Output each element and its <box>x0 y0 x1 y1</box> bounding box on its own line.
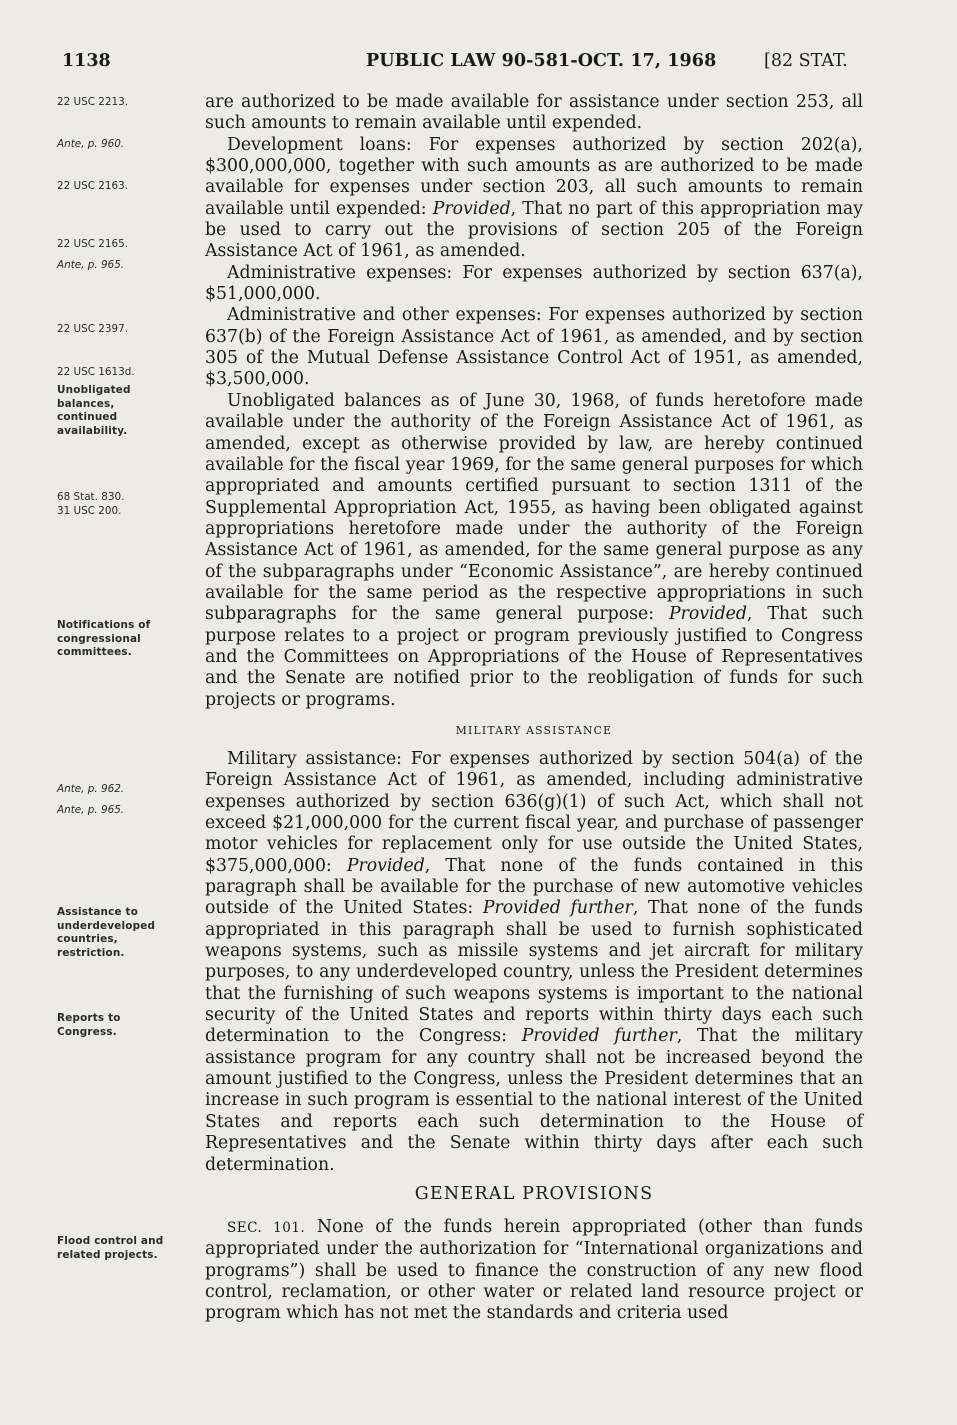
margin-note: Ante, p. 965. <box>57 259 125 271</box>
margin-note: 22 USC 2165. <box>57 238 129 250</box>
page-number: 1138 <box>62 51 111 71</box>
margin-note: 68 Stat. 830. <box>57 491 125 503</box>
main-text <box>205 92 863 1325</box>
margin-note: 22 USC 2163. <box>57 180 129 192</box>
paragraph-development-loans: Development loans: For expenses authorized by section 202(a), $300,000,000, together with such amounts as are authorized to be made available for expenses under section 203, all such amounts to remain available until expended: Provided, That no part of this appropriation may be used to carry out the provisions of section 205 of the Foreign Assistance Act of 1961, as amended. <box>205 134 863 262</box>
margin-note: 31 USC 200. <box>57 505 122 517</box>
margin-note: 22 USC 1613d. <box>57 366 135 378</box>
section-heading-general: GENERAL PROVISIONS <box>414 1183 654 1204</box>
margin-note-heading: Reports to Congress. <box>57 1012 121 1038</box>
paragraph-sec-101: SEC. 101. None of the funds herein appropriated (other than funds appropriated under the authorization for “International organizations and programs”) shall be used to finance the construction of any new flood control, reclamation, or other water or related land resource project or program which has not met the standards and criteria used <box>205 1216 864 1324</box>
margin-note: Ante, p. 960. <box>57 138 125 150</box>
statute-reference: [82 STAT. <box>764 51 848 71</box>
margin-note-heading: Assistance to underdeveloped countries, restriction. <box>57 906 156 959</box>
paragraph-unobligated-balances: Unobligated balances as of June 30, 1968, of funds heretofore made available under the authority of the Foreign Assistance Act of 1961, as amended, except as otherwise provided by law, are hereby continued available for the fiscal year 1969, for the same general purposes for which appropriated and amounts certified pursuant to section 1311 of the Supplemental Appropriation Act, 1955, as having been obligated against appropriations heretofore made under the authority of the Foreign Assistance Act of 1961, as amended, for the same general purpose as any of the subparagraphs under “Economic Assistance”, are hereby continued available for the same period as the respective appropriations in such subparagraphs for the same general purpose: Provided, That such purpose relates to a project or program previously justified to Congress and the Committees on Appropriations of the House of Representatives and the Senate are notified prior to the reobligation of funds for such projects or programs. <box>205 390 863 710</box>
margin-note-heading: Flood control and related projects. <box>57 1235 164 1261</box>
margin-note: Ante, p. 965. <box>57 804 125 816</box>
running-title: PUBLIC LAW 90-581-OCT. 17, 1968 <box>366 51 717 71</box>
paragraph-administrative-expenses: Administrative expenses: For expenses authorized by section 637(a), $51,000,000. <box>205 262 863 305</box>
paragraph-military-assistance: Military assistance: For expenses authorized by section 504(a) of the Foreign Assistance Act of 1961, as amended, including administrative expenses authorized by section 636(g)(1) of such Act, which shall not exceed $21,000,000 for the current fiscal year, and purchase of passenger motor vehicles for replacement only for use outside the United States, $375,000,000: Provided, That none of the funds contained in this paragraph shall be available for the purchase of new automotive vehicles outside of the United States: Provided further, That none of the funds appropriated in this paragraph shall be used to furnish sophisticated weapons systems, such as missile systems and jet aircraft for military purposes, to any underdeveloped country, unless the President determines that the furnishing of such weapons systems is important to the national security of the United States and reports within thirty days each such determination to the Congress: Provided further, That the military assistance program for any country shall not be increased beyond the amount justified to the Congress, unless the President determines that an increase in such program is essential to the national interest of the United States and reports each such determination to the House of Representatives and the Senate within thirty days after each such determination. <box>205 748 863 1175</box>
margin-note: 22 USC 2213. <box>57 96 129 108</box>
margin-note-heading: Notifications of congressional committees. <box>57 619 151 659</box>
margin-note: 22 USC 2397. <box>57 323 129 335</box>
paragraph: are authorized to be made available for assistance under section 253, all such amounts to remain available until expended. <box>205 92 863 134</box>
section-heading-military: MILITARY ASSISTANCE <box>455 723 613 737</box>
margin-note-heading: Unobligated balances, continued availability. <box>57 384 131 437</box>
paragraph-administrative-other: Administrative and other expenses: For expenses authorized by section 637(b) of the Foreign Assistance Act of 1961, as amended, and by section 305 of the Mutual Defense Assistance Control Act of 1951, as amended, $3,500,000. <box>205 305 863 390</box>
margin-note: Ante, p. 962. <box>57 783 125 795</box>
